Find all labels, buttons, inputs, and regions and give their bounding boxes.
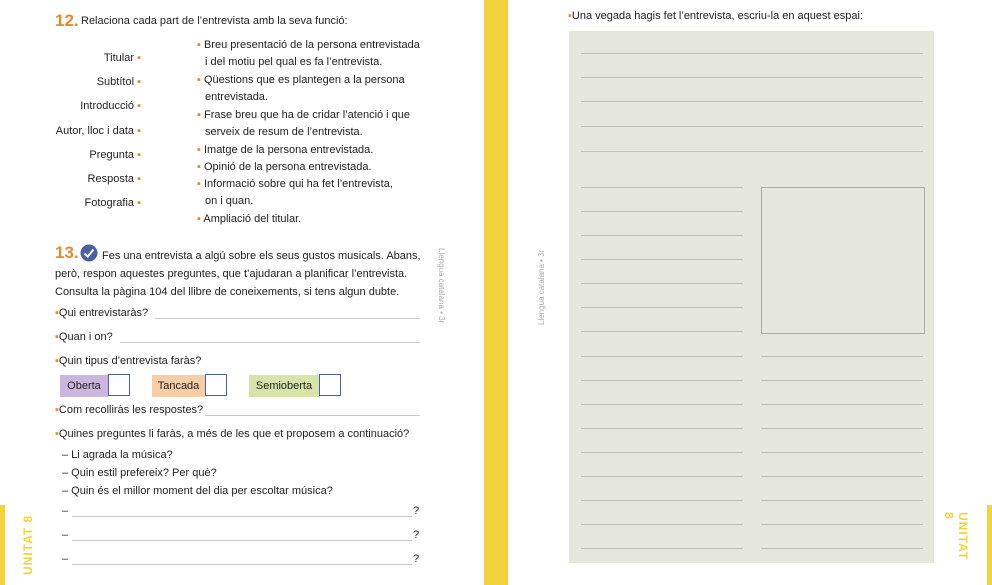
own-question-line[interactable] — [72, 564, 412, 565]
writing-line — [581, 307, 743, 308]
writing-line — [581, 380, 743, 381]
q13-who-label: ▪Qui entrevistaràs? — [55, 307, 149, 319]
writing-line — [581, 259, 743, 260]
writing-line — [761, 548, 923, 549]
book-label-right: Llengua catalana • 3r — [537, 249, 546, 325]
part-item[interactable]: Autor, lloc i data ▪ — [55, 125, 141, 137]
writing-line — [581, 77, 923, 78]
q12-number: 12. — [55, 11, 79, 30]
part-item[interactable]: Fotografia ▪ — [84, 197, 141, 209]
function-item[interactable]: ▪ Opinió de la persona entrevistada. — [197, 161, 372, 173]
unit-label-right: UNITAT 8 — [942, 512, 970, 561]
q13-when-label: ▪Quan i on? — [55, 331, 113, 343]
proposed-question: – Li agrada la música? — [62, 449, 173, 461]
proposed-question: – Quin és el millor moment del dia per escoltar música? — [62, 485, 333, 497]
answer-line-collect[interactable] — [205, 415, 420, 416]
writing-line — [761, 356, 923, 357]
writing-line — [581, 356, 743, 357]
question-mark: ? — [413, 529, 420, 541]
function-item[interactable]: ▪ Breu presentació de la persona entrevistada i del motiu pel qual es fa l’entrevista. — [197, 39, 420, 68]
dash: – — [62, 553, 69, 565]
writing-line — [581, 428, 743, 429]
writing-line — [581, 548, 743, 549]
function-item[interactable]: ▪ Imatge de la persona entrevistada. — [197, 144, 374, 156]
writing-line — [581, 101, 923, 102]
type-semioberta-label: Semioberta — [249, 375, 319, 397]
spine — [484, 0, 508, 585]
part-item[interactable]: Titular ▪ — [103, 52, 141, 64]
q12-prompt: Relaciona cada part de l’entrevista amb la seva funció: — [81, 15, 348, 27]
unit-label-left: UNITAT 8 — [21, 514, 35, 575]
writing-line — [581, 283, 743, 284]
writing-line — [581, 524, 743, 525]
photo-box[interactable] — [761, 187, 925, 334]
q13-questions-label: ▪Quines preguntes li faràs, a més de les que et proposem a continuació? — [55, 428, 410, 440]
writing-line — [761, 404, 923, 405]
writing-line — [581, 53, 923, 54]
writing-line — [581, 404, 743, 405]
question-mark: ? — [413, 553, 420, 565]
part-item[interactable]: Subtítol ▪ — [96, 76, 141, 88]
writing-line — [581, 476, 743, 477]
writing-line — [581, 151, 923, 152]
writing-line — [581, 126, 923, 127]
function-item[interactable]: ▪ Frase breu que ha de cridar l’atenció i que serveix de resum de l’entrevista. — [197, 109, 411, 138]
dash: – — [62, 529, 69, 541]
answer-line-when[interactable] — [120, 342, 420, 343]
q13-type-label: ▪Quin tipus d’entrevista faràs? — [55, 355, 202, 367]
proposed-questions — [62, 446, 333, 500]
writing-line — [761, 476, 923, 477]
answer-line-who[interactable] — [155, 318, 420, 319]
type-oberta-checkbox[interactable] — [108, 374, 130, 396]
q13-intro: Fes una entrevista a algú sobre els seus gustos musicals. Abans, però, respon aquestes preguntes, que t’ajudaran a planificar l’entrevista. Consulta la pàgina 104 del llibre de coneixements, si tens algun dubte. — [55, 250, 421, 298]
writing-line — [581, 452, 743, 453]
function-item[interactable]: ▪ Qüestions que es plantegen a la persona entrevistada. — [197, 74, 405, 103]
part-item[interactable]: Introducció ▪ — [80, 100, 141, 112]
own-question-line[interactable] — [72, 540, 412, 541]
writing-line — [581, 500, 743, 501]
q13-collect-label: ▪Com recolliràs les respostes? — [55, 404, 204, 416]
proposed-question: – Quin estil prefereix? Per què? — [62, 467, 217, 479]
writing-area[interactable] — [569, 31, 934, 563]
dash: – — [62, 505, 69, 517]
part-item[interactable]: Pregunta ▪ — [89, 149, 141, 161]
type-tancada-label: Tancada — [152, 375, 205, 397]
writing-line — [761, 500, 923, 501]
unit-tab-right — [987, 505, 992, 585]
question-mark: ? — [413, 505, 420, 517]
own-question-line[interactable] — [72, 516, 412, 517]
type-oberta-label: Oberta — [60, 375, 108, 397]
unit-tab-left — [0, 505, 5, 585]
writing-line — [761, 452, 923, 453]
q13-number: 13. — [55, 243, 79, 262]
function-item[interactable]: ▪ Informació sobre qui ha fet l’entrevista, on i quan. — [197, 178, 393, 207]
type-semioberta-checkbox[interactable] — [319, 374, 341, 396]
writing-line — [761, 380, 923, 381]
write-instruction: ▪Una vegada hagis fet l’entrevista, escriu-la en aquest espai: — [568, 10, 863, 22]
writing-line — [761, 524, 923, 525]
writing-line — [581, 331, 743, 332]
part-item[interactable]: Resposta ▪ — [87, 173, 141, 185]
writing-line — [581, 211, 743, 212]
book-label-left: Llengua catalana • 3r — [437, 248, 446, 324]
type-tancada-checkbox[interactable] — [205, 374, 227, 396]
writing-line — [581, 235, 743, 236]
writing-line — [761, 428, 923, 429]
function-item[interactable]: ▪ Ampliació del titular. — [197, 213, 302, 225]
writing-line — [581, 187, 743, 188]
